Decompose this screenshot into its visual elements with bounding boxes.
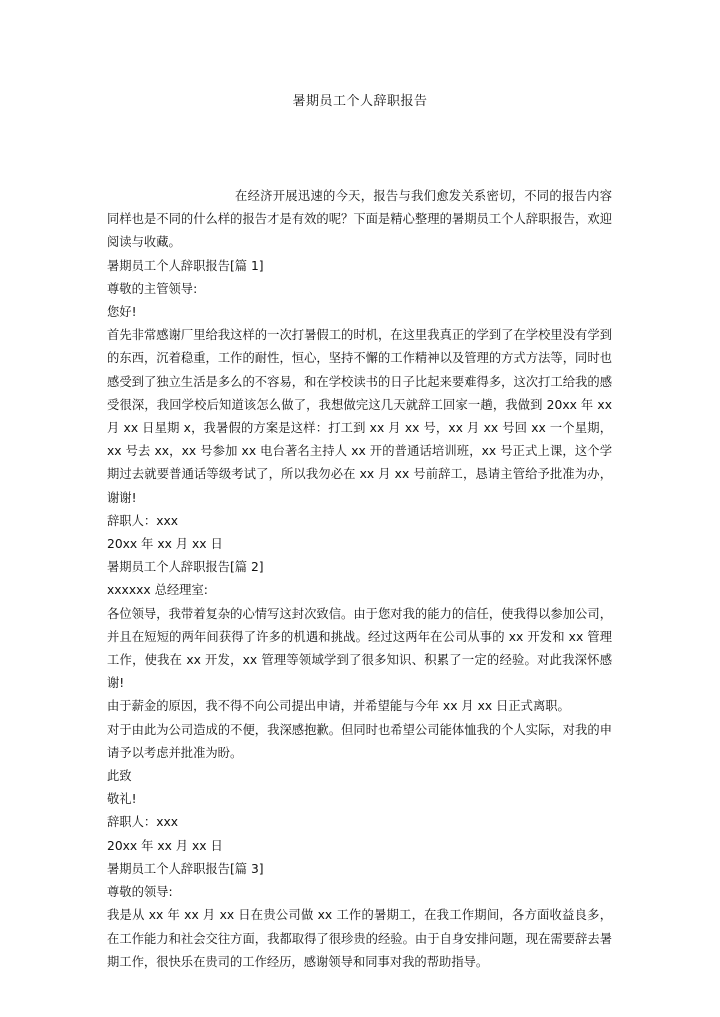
section-greeting: 尊敬的主管领导:: [107, 281, 198, 296]
section-paragraph: 我是从 xx 年 xx 月 xx 日在贵公司做 xx 工作的暑期工，在我工作期间，各方面收益良多，在工作能力和社会交往方面，我都取得了很珍贵的经验。由于自身安排问题，现在需要辞去暑期工作，很快乐在贵司的工作经历，感谢领导和同事对我的帮助指导。: [107, 908, 612, 969]
section-date: 20xx 年 xx 月 xx 日: [107, 838, 223, 853]
section-date: 20xx 年 xx 月 xx 日: [107, 537, 223, 552]
document-body: [107, 185, 612, 974]
intro-paragraph: 在经济开展迅速的今天，报告与我们愈发关系密切，不同的报告内容同样也是不同的什么样的报告才是有效的呢？下面是精心整理的暑期员工个人辞职报告，欢迎阅读与收藏。: [107, 189, 612, 250]
section-closing: 敬礼!: [107, 792, 137, 807]
section-heading: 暑期员工个人辞职报告[篇 1]: [107, 258, 264, 273]
section-paragraph: 各位领导，我带着复杂的心情写这封次致信。由于您对我的能力的信任，使我得以参加公司，并且在短短的两年间获得了许多的机遇和挑战。经过这两年在公司从事的 xx 开发和 xx 管理工作，使我在 xx 开发，xx 管理等领域学到了很多知识、积累了一定的经验。对此我深怀感谢!: [107, 606, 612, 691]
section-closing: 此致: [107, 769, 132, 784]
section-paragraph: 由于薪金的原因，我不得不向公司提出申请，并希望能与今年 xx 月 xx 日正式离职。: [107, 699, 570, 714]
section-salutation: 您好!: [107, 305, 137, 320]
section-greeting: 尊敬的领导:: [107, 885, 173, 900]
document-title: 暑期员工个人辞职报告: [292, 94, 428, 109]
section-paragraph: 首先非常感谢厂里给我这样的一次打暑假工的时机，在这里我真正的学到了在学校里没有学到的东西，沉着稳重，工作的耐性，恒心，坚持不懈的工作精神以及管理的方式方法等，同时也感受到了独立生活是多么的不容易，和在学校读书的日子比起来要难得多，这次打工给我的感受很深，我回学校后知道该怎么做了，我想做完这几天就辞工回家一趟，我做到 20xx 年 xx 月 xx 日星期 x，我暑假的方案是这样：打工到 xx 月 xx 号，xx 月 xx 号回 xx 一个星期，xx 号去 xx，xx 号参加 xx 电台著名主持人 xx 开的普通话培训班，xx 号正式上课，这个学期过去就要普通话等级考试了，所以我勿必在 xx 月 xx 号前辞工，恳请主管给予批准为办，谢谢!: [107, 328, 612, 505]
section-paragraph: 对于由此为公司造成的不便，我深感抱歉。但同时也希望公司能体恤我的个人实际，对我的申请予以考虑并批准为盼。: [107, 722, 612, 760]
section-heading: 暑期员工个人辞职报告[篇 3]: [107, 861, 264, 876]
section-signer: 辞职人：xxx: [107, 513, 179, 528]
section-signer: 辞职人：xxx: [107, 815, 179, 830]
section-heading: 暑期员工个人辞职报告[篇 2]: [107, 560, 264, 575]
section-greeting: xxxxxx 总经理室:: [107, 583, 208, 598]
